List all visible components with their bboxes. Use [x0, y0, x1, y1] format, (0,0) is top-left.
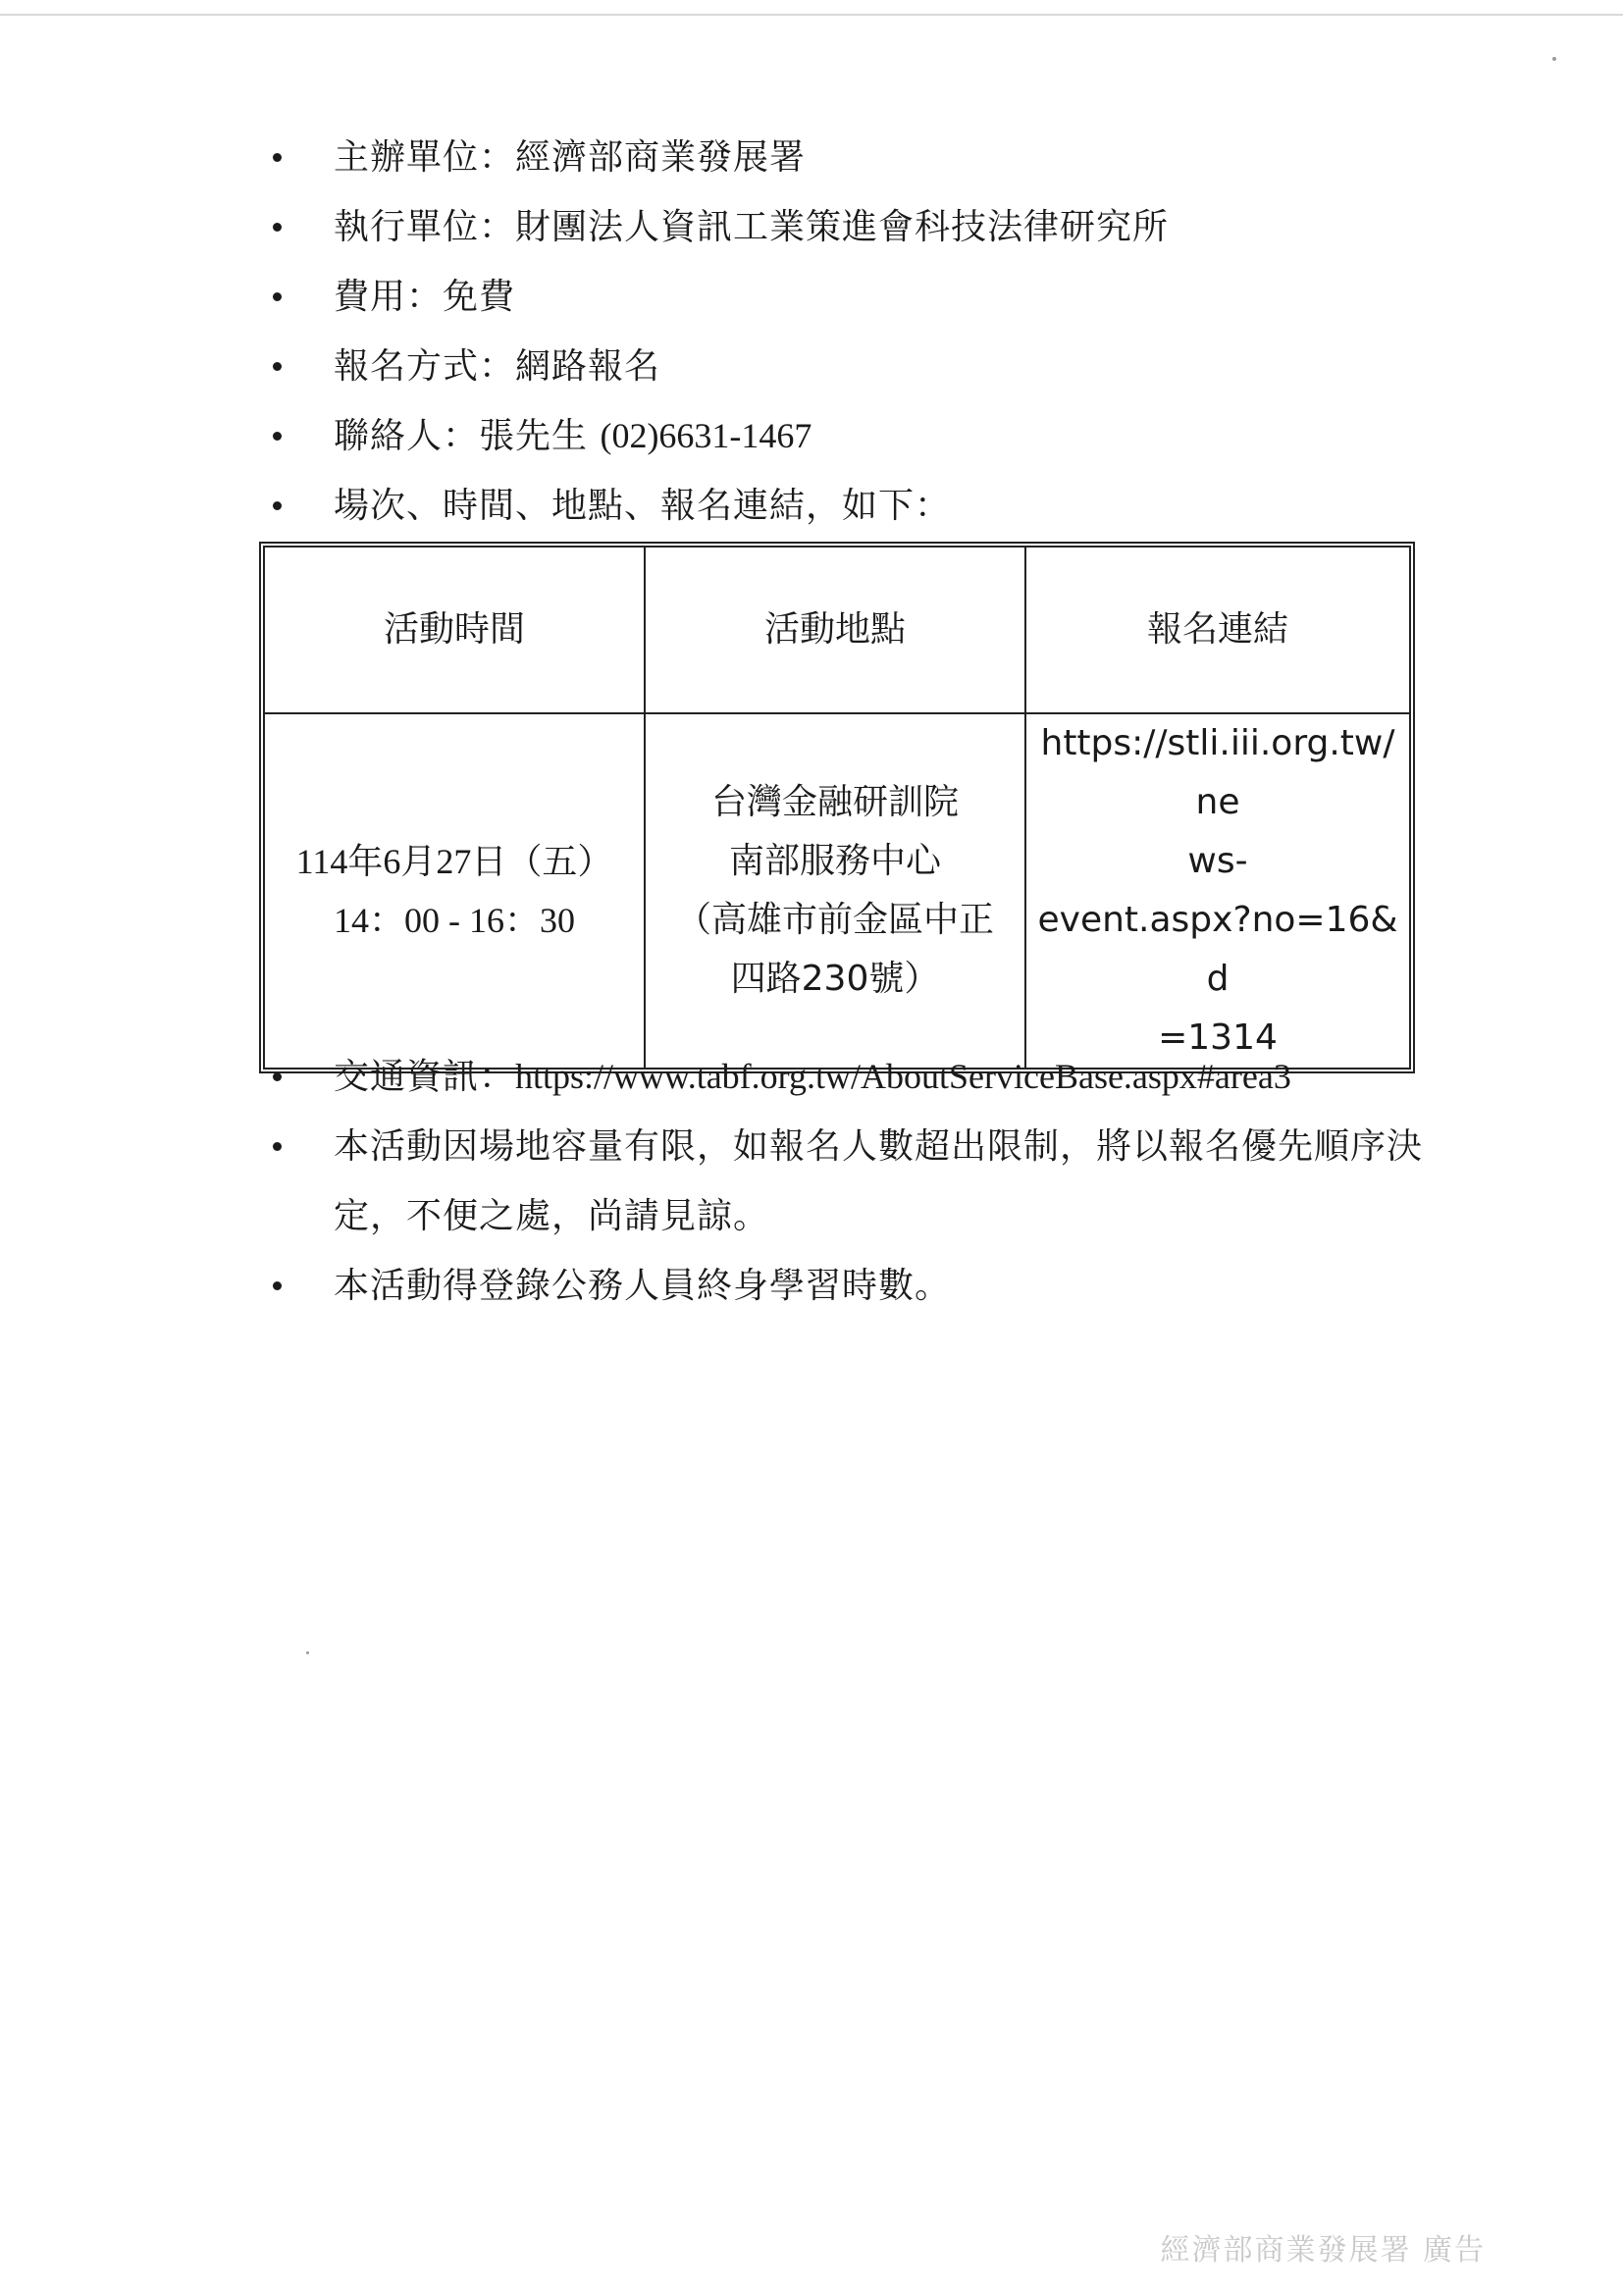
organizer-text: 主辦單位：經濟部商業發展署 [334, 137, 807, 178]
events-table [263, 546, 1411, 1070]
link-line-2: ws- [1187, 841, 1248, 881]
header-time: 活動時間 [264, 547, 645, 713]
link-line-1: https://stli.iii.org.tw/ne [1040, 723, 1395, 822]
registration-method-text: 報名方式：網路報名 [334, 346, 661, 387]
bullet-icon [273, 1142, 282, 1151]
header-place: 活動地點 [645, 547, 1025, 713]
schedule-intro-text: 場次、時間、地點、報名連結，如下： [334, 486, 952, 526]
header-link: 報名連結 [1025, 547, 1410, 713]
contact-phone: (02)6631-1467 [600, 416, 812, 455]
capacity-note-item [273, 1112, 1431, 1251]
contact-item [273, 401, 1431, 471]
table-header-row [264, 547, 1410, 713]
capacity-note-text: 本活動因場地容量有限，如報名人數超出限制，將以報名優先順序決定，不便之處，尚請見諒。 [334, 1126, 1424, 1236]
event-hours: 14：00 - 16：30 [334, 901, 575, 940]
learning-hours-item [273, 1251, 1431, 1321]
transport-item [273, 1042, 1431, 1112]
event-date: 114年6月27日（五） [295, 842, 613, 881]
bullet-icon [273, 432, 282, 441]
learning-hours-text: 本活動得登錄公務人員終身學習時數。 [334, 1266, 952, 1306]
scan-speck [1552, 57, 1556, 61]
transport-label: 交通資訊： [334, 1057, 516, 1097]
fee-item [273, 262, 1431, 332]
bullet-icon [273, 1281, 282, 1290]
table-row [264, 713, 1410, 1069]
bullet-icon [273, 292, 282, 301]
scan-speck [306, 1651, 309, 1654]
place-line-3: （高雄市前金區中正 [675, 900, 994, 940]
link-line-3: event.aspx?no=16&d [1037, 900, 1398, 999]
bullet-icon [273, 1072, 282, 1081]
registration-method-item [273, 332, 1431, 401]
organizer-item [273, 123, 1431, 192]
transport-url: https://www.tabf.org.tw/AboutServiceBase.aspx#area3 [515, 1057, 1291, 1096]
event-place-cell [645, 713, 1025, 1069]
bullet-icon [273, 153, 282, 162]
bullet-icon [273, 362, 282, 371]
bullet-icon [273, 501, 282, 510]
executor-item [273, 192, 1431, 262]
event-link-cell [1025, 713, 1410, 1069]
link-line-4: =1314 [1158, 1018, 1278, 1058]
fee-text: 費用：免費 [334, 277, 516, 317]
executor-text: 執行單位：財團法人資訊工業策進會科技法律研究所 [334, 207, 1170, 247]
scan-edge-line [0, 14, 1623, 16]
event-time-cell [264, 713, 645, 1069]
bullet-icon [273, 223, 282, 232]
schedule-intro-item [273, 471, 1431, 541]
contact-label: 聯絡人：張先生 [334, 416, 601, 456]
info-list-top [273, 123, 1431, 541]
place-line-2: 南部服務中心 [728, 841, 941, 881]
info-list-bottom [273, 1042, 1431, 1321]
place-line-4: 四路230號） [730, 959, 940, 999]
footer-watermark: 經濟部商業發展署 廣告 [1160, 2233, 1486, 2268]
place-line-1: 台灣金融研訓院 [710, 782, 959, 822]
